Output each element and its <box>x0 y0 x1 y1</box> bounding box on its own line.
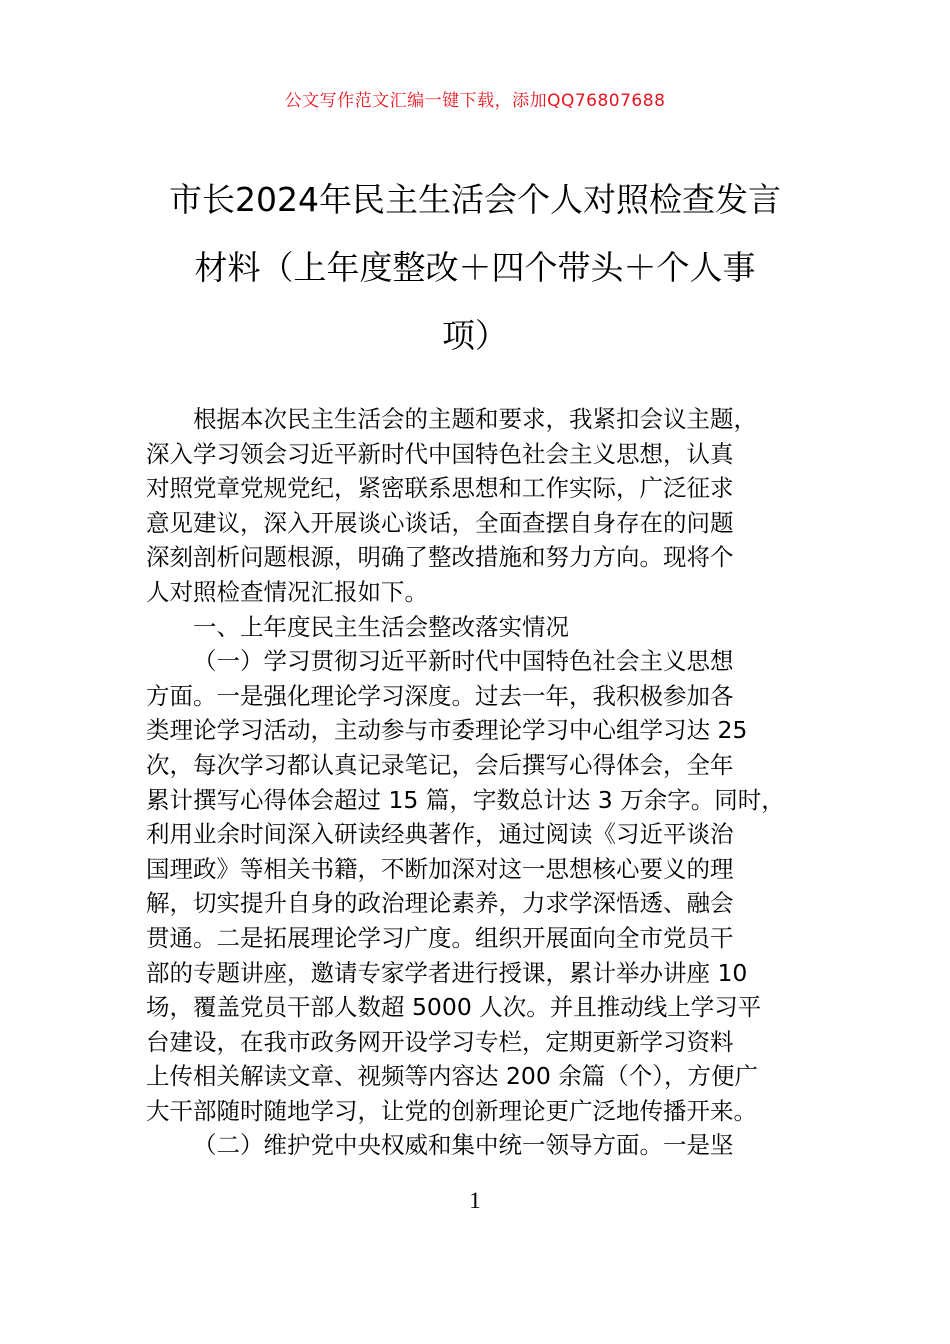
text-line: 次，每次学习都认真记录笔记，会后撰写心得体会，全年 <box>146 750 734 779</box>
text-line: 台建设，在我市政务网开设学习专栏，定期更新学习资料 <box>146 1027 734 1056</box>
text-line: 部的专题讲座，邀请专家学者进行授课，累计举办讲座 10 <box>146 958 748 987</box>
title-line: 市长2024年民主生活会个人对照检查发言 <box>169 180 781 219</box>
title-line: 材料（上年度整改＋四个带头＋个人事 <box>194 248 756 287</box>
text-line: 意见建议，深入开展谈心谈话，全面查摆自身存在的问题 <box>146 508 734 537</box>
text-line: 国理政》等相关书籍，不断加深对这一思想核心要义的理 <box>146 854 734 883</box>
text-line: 深入学习领会习近平新时代中国特色社会主义思想，认真 <box>146 439 734 468</box>
text-line: 场，覆盖党员干部人数超 5000 人次。并且推动线上学习平 <box>146 993 762 1022</box>
text-line: 利用业余时间深入研读经典著作，通过阅读《习近平谈治 <box>146 820 734 849</box>
subsection-2-paragraph <box>146 1128 836 1163</box>
text-line: （一）学习贯彻习近平新时代中国特色社会主义思想 <box>193 647 734 676</box>
text-line: 方面。一是强化理论学习深度。过去一年，我积极参加各 <box>146 681 734 710</box>
title-line: 项） <box>442 316 508 355</box>
text-line: 累计撰写心得体会超过 15 篇，字数总计达 3 万余字。同时， <box>146 785 785 814</box>
text-line: 解，切实提升自身的政治理论素养，力求学深悟透、融会 <box>146 889 734 918</box>
page-number: 1 <box>469 1188 481 1213</box>
document-body <box>146 402 836 1163</box>
section-1-heading: 一、上年度民主生活会整改落实情况 <box>193 612 569 641</box>
text-line: 人对照检查情况汇报如下。 <box>146 577 428 606</box>
text-line: 深刻剖析问题根源，明确了整改措施和努力方向。现将个 <box>146 543 734 572</box>
download-notice[interactable]: 公文写作范文汇编一键下载，添加QQ76807688 <box>284 91 666 111</box>
document-title <box>120 166 830 370</box>
text-line: 类理论学习活动，主动参与市委理论学习中心组学习达 25 <box>146 716 748 745</box>
text-line: 根据本次民主生活会的主题和要求，我紧扣会议主题， <box>193 405 757 433</box>
section-heading <box>146 610 836 645</box>
text-line: 大干部随时随地学习，让党的创新理论更广泛地传播开来。 <box>146 1096 757 1125</box>
text-line: 贯通。二是拓展理论学习广度。组织开展面向全市党员干 <box>146 923 734 952</box>
subsection-1-paragraph <box>146 644 836 1128</box>
text-line: 对照党章党规党纪，紧密联系思想和工作实际，广泛征求 <box>146 474 734 503</box>
text-line: 上传相关解读文章、视频等内容达 200 余篇（个），方便广 <box>146 1062 759 1091</box>
text-line: （二）维护党中央权威和集中统一领导方面。一是坚 <box>193 1131 734 1160</box>
intro-paragraph <box>146 402 836 610</box>
